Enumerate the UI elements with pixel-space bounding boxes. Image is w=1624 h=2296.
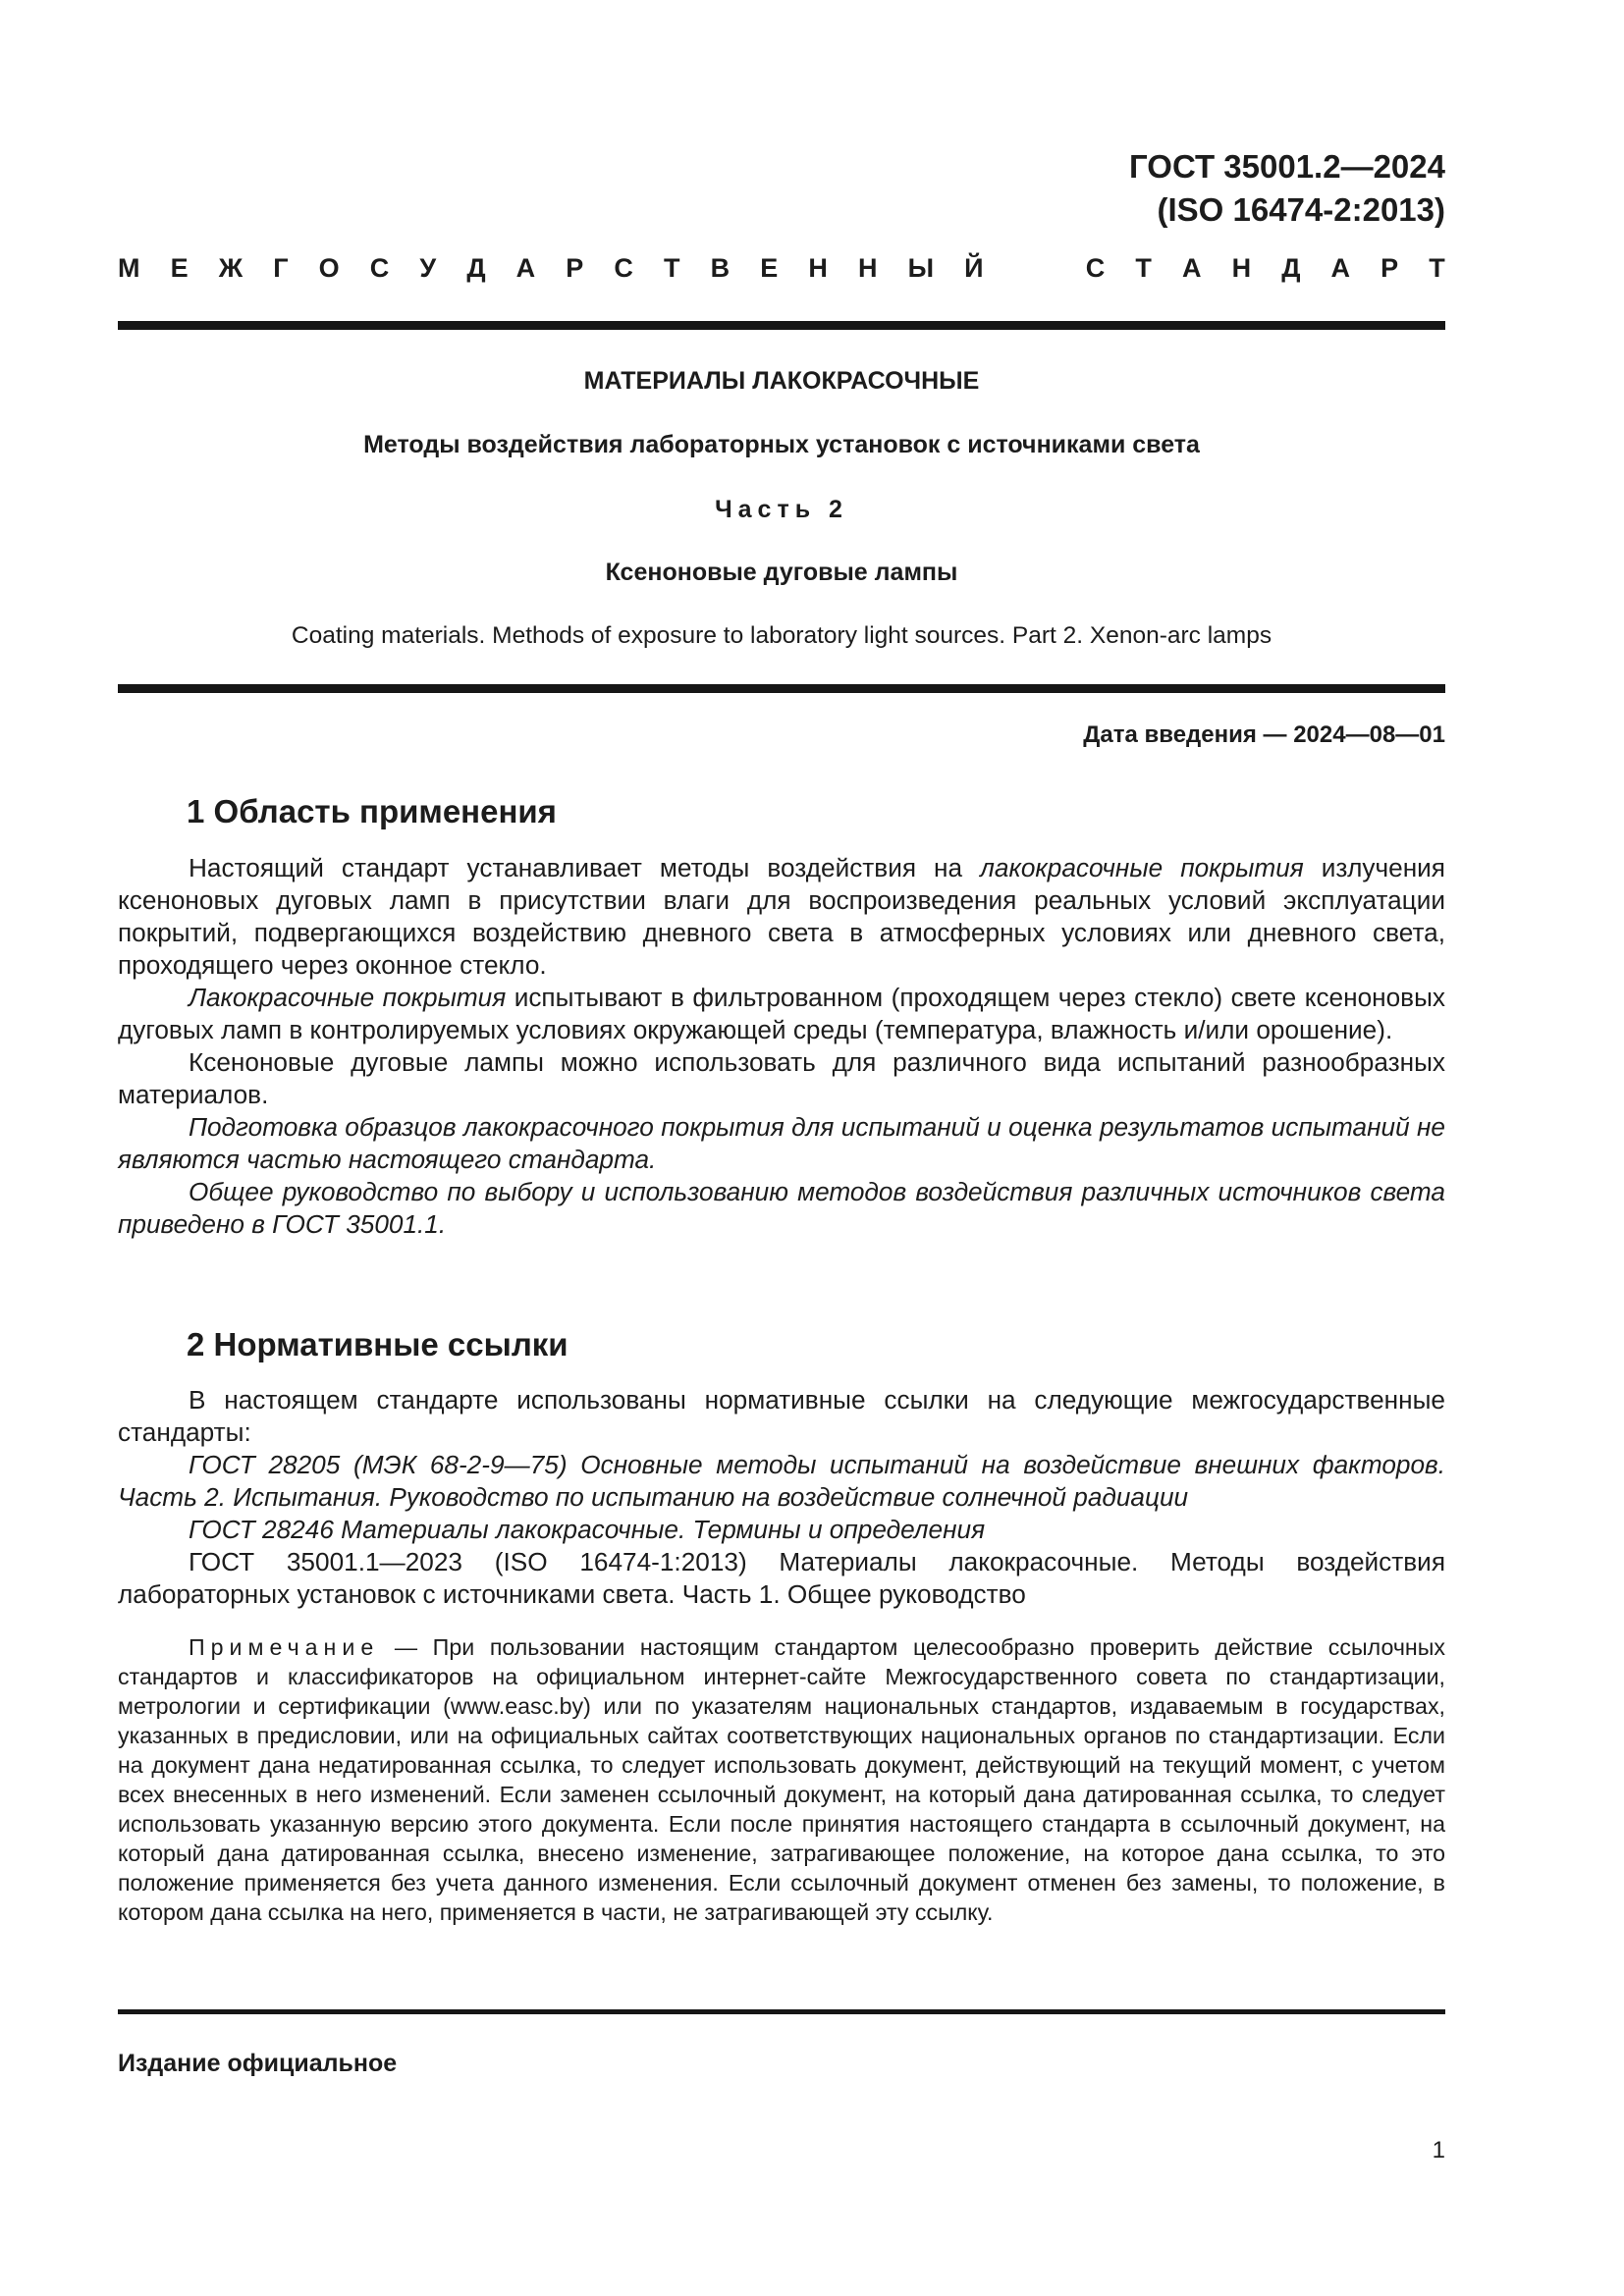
title-rule (118, 684, 1445, 693)
banner-letter: С (614, 253, 633, 283)
banner-letter: Ы (907, 253, 935, 283)
reference-gost-28205: ГОСТ 28205 (МЭК 68-2-9—75) Основные методы испытаний на воздействие внешних факторов. Часть 2. Испытания. Руководство по испытанию на воздействие солнечной радиации (118, 1450, 1445, 1512)
document-title: МАТЕРИАЛЫ ЛАКОКРАСОЧНЫЕ (583, 367, 980, 395)
gost-designation (1129, 145, 1445, 232)
banner-letter: С (1085, 253, 1106, 283)
document-part: Часть 2 (715, 496, 848, 523)
interstate-standard-banner (118, 250, 1445, 286)
scope-paragraph-4: Подготовка образцов лакокрасочного покрытия для испытаний и оценка результатов испытаний не являются частью настоящего стандарта. (118, 1112, 1445, 1174)
section-1-body (118, 852, 1445, 1241)
iso-code: (ISO 16474-2:2013) (1157, 191, 1445, 228)
banner-letter: Д (466, 253, 486, 283)
scope-paragraph-1: Настоящий стандарт устанавливает методы воздействия на лакокрасочные покрытия излучения ксеноновых дуговых ламп в присутствии влаги для воспроизведения реальных условий эксплуатации покрытий, подвергающихся воздействию дневного света в атмосферных условиях или дневного света, проходящего через оконное стекло. (118, 853, 1445, 980)
banner-letter: Н (857, 253, 878, 283)
note-label: Примечание (189, 1634, 380, 1660)
section-2-heading: 2 Нормативные ссылки (187, 1326, 568, 1362)
banner-letter: Т (1429, 253, 1445, 283)
references-note (118, 1632, 1445, 1927)
introduction-date: Дата введения — 2024—08—01 (1083, 721, 1445, 748)
page-number: 1 (1432, 2137, 1445, 2163)
banner-letter: Т (1135, 253, 1152, 283)
banner-letter: О (318, 253, 340, 283)
banner-letter: Д (1281, 253, 1301, 283)
gost-code: ГОСТ 35001.2—2024 (1129, 148, 1445, 185)
reference-gost-35001-1: ГОСТ 35001.1—2023 (ISO 16474-1:2013) Материалы лакокрасочные. Методы воздействия лабораторных установок с источниками света. Часть 1. Общее руководство (118, 1547, 1445, 1609)
banner-letter: Е (760, 253, 779, 283)
banner-letter: Е (170, 253, 189, 283)
banner-letter: Т (664, 253, 680, 283)
banner-letter: С (369, 253, 390, 283)
section-1-heading: 1 Область применения (187, 793, 557, 829)
banner-letter: А (515, 253, 536, 283)
section-2-body (118, 1384, 1445, 1611)
header-rule (118, 321, 1445, 330)
banner-letter: А (1330, 253, 1351, 283)
banner-letter: В (710, 253, 731, 283)
banner-letter: А (1181, 253, 1202, 283)
banner-letter: У (419, 253, 437, 283)
document-part-name: Ксеноновые дуговые лампы (605, 559, 958, 586)
banner-letter: Й (964, 253, 984, 283)
banner-word-gap (1014, 250, 1056, 286)
scope-paragraph-3: Ксеноновые дуговые лампы можно использовать для различного вида испытаний разнообразных материалов. (118, 1047, 1445, 1109)
banner-letter: Ж (218, 253, 244, 283)
document-page (118, 0, 1445, 2296)
banner-letter: Р (1380, 253, 1399, 283)
scope-paragraph-2: Лакокрасочные покрытия испытывают в фильтрованном (проходящем через стекло) свете ксеноновых дуговых ламп в контролируемых условиях окружающей среды (температура, влажность и/или орошение). (118, 983, 1445, 1044)
note-text: — При пользовании настоящим стандартом целесообразно проверить действие ссылочных стандартов и классификаторов на официальном интернет-сайте Межгосударственного совета по стандартизации, метрологии и сертификации (www.easc.by) или по указателям национальных стандартов, издаваемым в государствах, указанных в предисловии, или на официальных сайтах соответствующих национальных органов по стандартизации. Если на документ дана недатированная ссылка, то следует использовать документ, действующий на текущий момент, с учетом всех внесенных в него изменений. Если заменен ссылочный документ, на который дана датированная ссылка, то следует использовать указанную версию этого документа. Если после принятия настоящего стандарта в ссылочный документ, на который дана датированная ссылка, внесено изменение, затрагивающее положение, на которое дана ссылка, то это положение применяется без учета данного изменения. Если ссылочный документ отменен без замены, то положение, в котором дана ссылка на него, применяется в части, не затрагивающей эту ссылку. (118, 1634, 1445, 1925)
references-intro: В настоящем стандарте использованы нормативные ссылки на следующие межгосударственные стандарты: (118, 1385, 1445, 1447)
scope-paragraph-5: Общее руководство по выбору и использованию методов воздействия различных источников света приведено в ГОСТ 35001.1. (118, 1177, 1445, 1239)
banner-letter: М (118, 253, 140, 283)
official-edition-label: Издание официальное (118, 2050, 398, 2077)
reference-gost-28246: ГОСТ 28246 Материалы лакокрасочные. Термины и определения (189, 1515, 986, 1544)
footer-rule (118, 2009, 1445, 2014)
banner-letter: Р (566, 253, 584, 283)
banner-letter: Г (273, 253, 289, 283)
banner-letter: Н (808, 253, 828, 283)
banner-letter: Н (1231, 253, 1252, 283)
document-subtitle: Методы воздействия лабораторных установок с источниками света (363, 431, 1200, 458)
english-title: Coating materials. Methods of exposure to laboratory light sources. Part 2. Xenon-arc lamps (291, 622, 1272, 649)
